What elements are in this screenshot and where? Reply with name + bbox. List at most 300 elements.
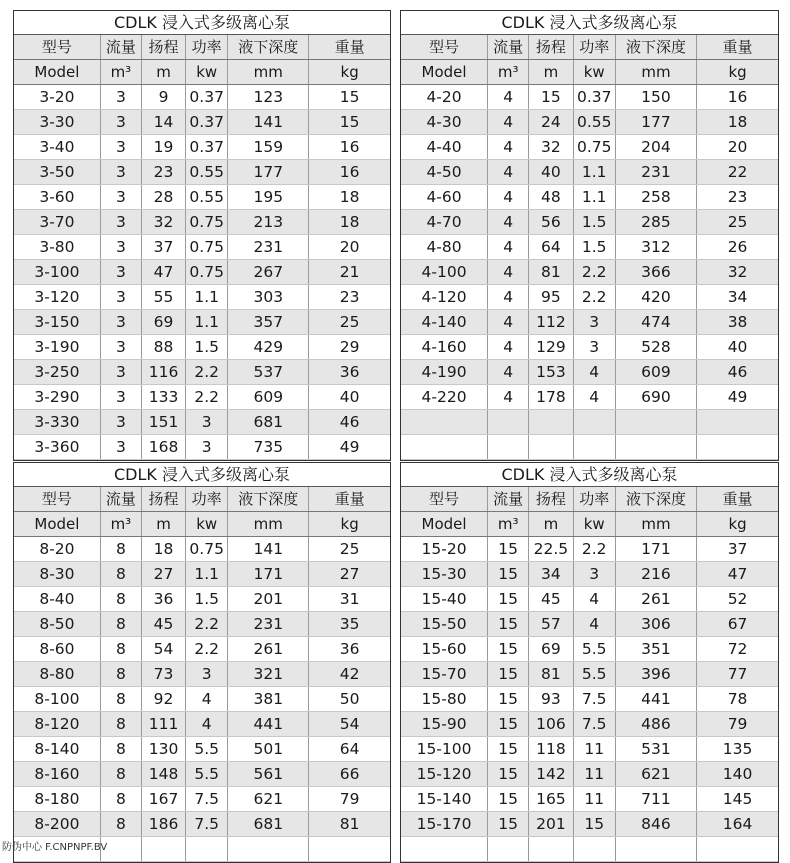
table-cell: 0.75 [573,135,615,160]
table-cell: 1.5 [186,335,228,360]
table-cell: 15 [488,687,529,712]
header-row [14,60,390,85]
table-cell: 73 [141,662,185,687]
table-row [401,837,778,862]
table-cell: 4 [488,285,529,310]
table-cell: 48 [529,185,573,210]
table-row [401,260,778,285]
table-cell: 21 [309,260,390,285]
column-header: 扬程 [529,35,573,60]
table-cell: 159 [228,135,309,160]
table-cell: 4-70 [401,210,488,235]
table-cell: 177 [228,160,309,185]
table-cell: 25 [697,210,778,235]
table-cell: 306 [615,612,696,637]
table-cell: 531 [615,737,696,762]
table-cell: 3 [100,310,141,335]
column-header: 功率 [573,35,615,60]
table-cell: 0.37 [186,85,228,110]
table-cell: 8 [100,762,141,787]
table-cell [401,435,488,460]
table-cell: 4-80 [401,235,488,260]
table-cell: 213 [228,210,309,235]
table-cell: 130 [141,737,185,762]
table-cell: 8-30 [14,562,100,587]
table-cell: 3 [100,135,141,160]
table-cell: 690 [615,385,696,410]
table-row [14,385,390,410]
table-cell: 846 [615,812,696,837]
table-cell [697,410,778,435]
table-row [401,587,778,612]
table-cell: 4 [488,210,529,235]
table-cell: 474 [615,310,696,335]
column-header: 型号 [401,35,488,60]
table-cell: 32 [529,135,573,160]
table-cell: 23 [697,185,778,210]
table-cell: 32 [141,210,185,235]
table-cell: 27 [309,562,390,587]
table-row [401,210,778,235]
table-cell: 15-50 [401,612,488,637]
table-cell: 92 [141,687,185,712]
table-cell: 0.75 [186,260,228,285]
column-header: m³ [488,512,529,537]
table-cell: 3 [100,160,141,185]
table-cell: 561 [228,762,309,787]
column-header: m [141,60,185,85]
table-cell: 0.37 [573,85,615,110]
table-cell: 441 [228,712,309,737]
table-cell: 15 [573,812,615,837]
table-cell: 11 [573,737,615,762]
spec-table [14,11,390,460]
table-cell: 8-60 [14,637,100,662]
column-header: mm [228,512,309,537]
table-cell [697,837,778,862]
column-header: 重量 [697,35,778,60]
table-cell: 15 [488,712,529,737]
table-cell: 267 [228,260,309,285]
table-cell: 142 [529,762,573,787]
table-cell: 3-100 [14,260,100,285]
column-header: m³ [100,60,141,85]
table-cell: 7.5 [573,687,615,712]
table-cell: 81 [529,260,573,285]
table-cell: 8 [100,787,141,812]
table-cell: 69 [141,310,185,335]
table-row [14,435,390,460]
table-cell: 118 [529,737,573,762]
table-cell: 8 [100,562,141,587]
table-cell: 95 [529,285,573,310]
table-row [14,160,390,185]
table-cell: 15-40 [401,587,488,612]
table-row [14,687,390,712]
table-cell: 50 [309,687,390,712]
table-cell: 106 [529,712,573,737]
table-cell: 15 [488,537,529,562]
table-cell: 37 [141,235,185,260]
table-cell: 54 [141,637,185,662]
pump-table-3-series [13,10,391,461]
table-cell: 5.5 [573,662,615,687]
table-row [401,812,778,837]
table-cell: 3 [100,435,141,460]
table-cell: 49 [697,385,778,410]
table-cell: 8-120 [14,712,100,737]
table-row [14,787,390,812]
table-cell: 145 [697,787,778,812]
table-cell: 2.2 [573,285,615,310]
table-cell: 177 [615,110,696,135]
table-cell: 15-60 [401,637,488,662]
table-cell: 4 [573,612,615,637]
table-row [401,712,778,737]
table-cell: 140 [697,762,778,787]
table-cell [488,410,529,435]
table-cell: 47 [697,562,778,587]
table-cell: 46 [697,360,778,385]
table-row [401,637,778,662]
table-cell [615,837,696,862]
table-cell: 64 [529,235,573,260]
table-cell [488,435,529,460]
table-cell: 1.1 [186,285,228,310]
table-cell: 3-50 [14,160,100,185]
table-cell [488,837,529,862]
column-header: Model [14,512,100,537]
table-cell: 81 [309,812,390,837]
table-cell: 20 [697,135,778,160]
table-cell: 40 [697,335,778,360]
table-cell: 16 [309,135,390,160]
table-cell: 3 [573,310,615,335]
table-row [401,385,778,410]
table-cell: 123 [228,85,309,110]
column-header: kg [697,512,778,537]
table-cell: 15-20 [401,537,488,562]
table-row [14,85,390,110]
table-row [401,435,778,460]
table-cell: 2.2 [186,637,228,662]
table-cell: 4 [488,260,529,285]
table-cell: 3 [100,210,141,235]
table-cell: 3-20 [14,85,100,110]
table-cell: 4-40 [401,135,488,160]
table-row [401,160,778,185]
table-cell: 27 [141,562,185,587]
table-cell: 15-70 [401,662,488,687]
column-header: kw [573,512,615,537]
table-cell: 4 [186,712,228,737]
column-header: m³ [488,60,529,85]
table-cell: 8-140 [14,737,100,762]
table-cell: 7.5 [186,812,228,837]
table-cell: 9 [141,85,185,110]
table-cell: 14 [141,110,185,135]
table-row [401,310,778,335]
table-cell: 40 [529,160,573,185]
table-cell: 3 [100,410,141,435]
column-header: 液下深度 [615,35,696,60]
column-header: 型号 [14,35,100,60]
table-row [14,612,390,637]
table-cell: 3-290 [14,385,100,410]
table-cell: 0.75 [186,537,228,562]
table-cell: 258 [615,185,696,210]
table-row [14,110,390,135]
table-cell: 4 [573,385,615,410]
table-cell: 3 [100,360,141,385]
table-cell: 23 [141,160,185,185]
table-row [14,662,390,687]
table-cell: 45 [141,612,185,637]
table-cell: 285 [615,210,696,235]
column-header: 功率 [573,487,615,512]
table-cell: 1.5 [573,235,615,260]
table-cell: 11 [573,762,615,787]
table-cell: 28 [141,185,185,210]
table-row [401,562,778,587]
header-row [401,487,778,512]
column-header: 型号 [14,487,100,512]
table-cell: 57 [529,612,573,637]
table-cell: 2.2 [186,612,228,637]
table-cell: 3 [186,435,228,460]
table-cell: 4-50 [401,160,488,185]
table-cell: 3-150 [14,310,100,335]
table-cell: 5.5 [573,637,615,662]
table-cell: 32 [697,260,778,285]
table-cell: 171 [228,562,309,587]
table-row [14,185,390,210]
pump-table-8-series [13,462,391,863]
table-row [14,310,390,335]
table-cell: 4 [186,687,228,712]
table-cell: 15-30 [401,562,488,587]
table-cell: 2.2 [186,385,228,410]
table-cell: 18 [141,537,185,562]
table-cell: 168 [141,435,185,460]
table-row [14,235,390,260]
table-cell: 231 [615,160,696,185]
table-row [401,360,778,385]
table-cell [401,837,488,862]
table-cell: 167 [141,787,185,812]
table-cell: 8-100 [14,687,100,712]
table-cell: 4 [488,335,529,360]
table-cell: 261 [228,637,309,662]
table-cell: 4 [488,160,529,185]
table-cell: 7.5 [186,787,228,812]
table-row [14,737,390,762]
table-cell: 151 [141,410,185,435]
table-cell: 78 [697,687,778,712]
header-row [14,487,390,512]
table-cell: 621 [228,787,309,812]
table-cell: 3-70 [14,210,100,235]
table-cell: 366 [615,260,696,285]
table-cell: 141 [228,537,309,562]
table-cell: 15-140 [401,787,488,812]
table-cell: 3 [100,235,141,260]
column-header: 扬程 [141,35,185,60]
table-cell: 4 [488,360,529,385]
table-cell: 8 [100,812,141,837]
table-cell: 129 [529,335,573,360]
table-cell: 231 [228,235,309,260]
table-cell: 3 [100,85,141,110]
table-cell [615,410,696,435]
column-header: 扬程 [141,487,185,512]
table-row [14,335,390,360]
table-cell: 20 [309,235,390,260]
table-cell: 3-60 [14,185,100,210]
table-cell: 0.55 [186,185,228,210]
table-cell: 54 [309,712,390,737]
column-header: Model [14,60,100,85]
table-cell: 69 [529,637,573,662]
column-header: 流量 [100,487,141,512]
table-cell: 3 [573,335,615,360]
table-cell: 16 [697,85,778,110]
table-cell: 29 [309,335,390,360]
table-cell: 15 [529,85,573,110]
table-cell: 22 [697,160,778,185]
table-row [14,712,390,737]
column-header: m [141,512,185,537]
table-cell: 5.5 [186,762,228,787]
table-cell: 3-40 [14,135,100,160]
table-cell [309,837,390,862]
table-cell: 31 [309,587,390,612]
table-cell: 312 [615,235,696,260]
spec-table [14,463,390,862]
table-cell: 4 [488,385,529,410]
table-cell: 1.5 [186,587,228,612]
table-cell: 79 [309,787,390,812]
table-cell: 3 [100,110,141,135]
table-cell: 3 [100,185,141,210]
table-cell: 171 [615,537,696,562]
table-cell: 1.1 [573,160,615,185]
table-cell: 8 [100,637,141,662]
table-cell: 111 [141,712,185,737]
table-cell: 735 [228,435,309,460]
column-header: 液下深度 [228,35,309,60]
table-cell: 26 [697,235,778,260]
table-cell: 8-180 [14,787,100,812]
table-cell: 501 [228,737,309,762]
table-cell: 24 [529,110,573,135]
table-cell: 66 [309,762,390,787]
table-cell: 15-100 [401,737,488,762]
header-row [401,60,778,85]
table-cell: 4 [488,235,529,260]
table-cell: 25 [309,537,390,562]
table-cell: 150 [615,85,696,110]
table-title: CDLK 浸入式多级离心泵 [401,11,778,35]
table-cell: 3-120 [14,285,100,310]
table-cell: 303 [228,285,309,310]
table-row [14,135,390,160]
table-cell: 711 [615,787,696,812]
column-header: kw [186,60,228,85]
table-row [401,787,778,812]
table-cell: 0.37 [186,135,228,160]
table-cell: 55 [141,285,185,310]
table-cell: 3-30 [14,110,100,135]
table-title: CDLK 浸入式多级离心泵 [14,463,390,487]
table-cell: 201 [529,812,573,837]
column-header: kg [309,60,390,85]
table-cell: 45 [529,587,573,612]
table-cell: 681 [228,812,309,837]
column-header: Model [401,60,488,85]
table-row [14,260,390,285]
column-header: m [529,60,573,85]
table-cell [401,410,488,435]
table-row [14,410,390,435]
column-header: kw [573,60,615,85]
table-cell: 0.75 [186,235,228,260]
table-row [401,410,778,435]
table-cell [529,837,573,862]
table-row [401,335,778,360]
column-header: 型号 [401,487,488,512]
column-header: 流量 [100,35,141,60]
table-cell: 4-120 [401,285,488,310]
table-cell: 15 [488,662,529,687]
table-row [401,285,778,310]
table-cell: 4-140 [401,310,488,335]
table-cell: 681 [228,410,309,435]
table-cell: 321 [228,662,309,687]
table-cell: 201 [228,587,309,612]
table-cell: 15 [488,737,529,762]
table-cell: 18 [309,185,390,210]
table-cell [228,837,309,862]
column-header: 重量 [309,35,390,60]
table-cell: 1.5 [573,210,615,235]
table-cell: 8-40 [14,587,100,612]
table-cell: 112 [529,310,573,335]
table-cell: 77 [697,662,778,687]
table-row [401,110,778,135]
table-cell: 64 [309,737,390,762]
table-cell [141,837,185,862]
table-cell: 420 [615,285,696,310]
table-cell: 3 [100,260,141,285]
table-row [14,587,390,612]
table-cell: 4 [488,110,529,135]
table-cell: 23 [309,285,390,310]
table-cell: 15 [488,587,529,612]
table-cell: 216 [615,562,696,587]
table-cell: 8 [100,612,141,637]
spec-table [401,463,778,862]
column-header: 液下深度 [615,487,696,512]
table-cell: 42 [309,662,390,687]
table-cell: 15 [488,612,529,637]
pump-table-4-series [400,10,779,461]
table-cell: 40 [309,385,390,410]
table-cell: 8 [100,537,141,562]
table-cell: 5.5 [186,737,228,762]
table-cell: 357 [228,310,309,335]
table-cell: 396 [615,662,696,687]
